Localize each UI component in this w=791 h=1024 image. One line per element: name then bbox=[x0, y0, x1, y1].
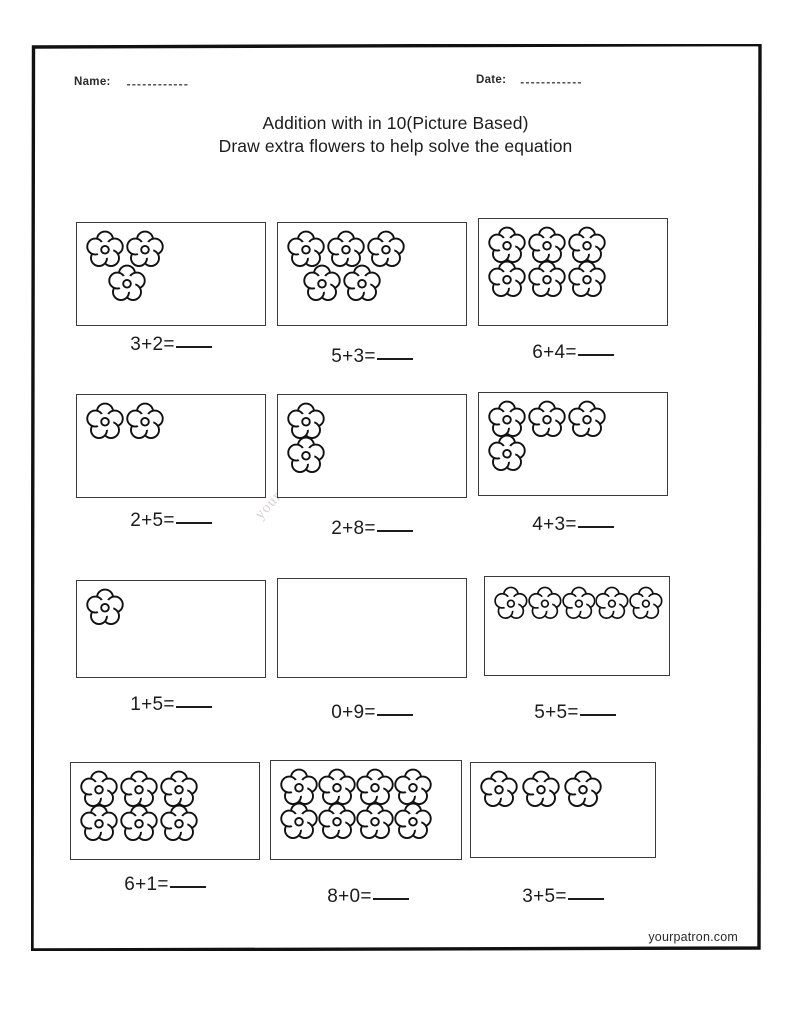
page-title: Addition with in 10(Picture Based) bbox=[262, 113, 529, 133]
flower-row bbox=[287, 402, 460, 440]
answer-blank[interactable] bbox=[568, 898, 604, 900]
equation-label bbox=[267, 702, 477, 724]
answer-blank[interactable] bbox=[373, 898, 409, 900]
picture-box[interactable] bbox=[277, 578, 467, 678]
flower-icon bbox=[595, 584, 629, 622]
flower-icon bbox=[629, 584, 663, 622]
answer-blank[interactable] bbox=[176, 522, 212, 524]
flower-icon bbox=[564, 770, 602, 808]
flower-icon bbox=[160, 804, 198, 842]
flower-icon bbox=[356, 768, 394, 806]
flower-icon bbox=[280, 802, 318, 840]
equation-label bbox=[66, 510, 276, 532]
flower-cluster bbox=[287, 402, 460, 493]
name-input-blank[interactable]: ------------ bbox=[126, 77, 190, 91]
answer-blank[interactable] bbox=[580, 714, 616, 716]
picture-box[interactable] bbox=[470, 762, 656, 858]
flower-row bbox=[86, 402, 259, 440]
flower-cluster bbox=[80, 770, 253, 855]
flower-row bbox=[494, 584, 663, 622]
flower-icon bbox=[528, 226, 566, 264]
footer-credit: yourpatron.com bbox=[648, 930, 738, 944]
flower-cluster bbox=[488, 226, 661, 321]
picture-box[interactable] bbox=[70, 762, 260, 860]
flower-row bbox=[287, 436, 460, 474]
flower-row bbox=[86, 588, 259, 626]
flower-icon bbox=[126, 402, 164, 440]
answer-blank[interactable] bbox=[176, 706, 212, 708]
flower-icon bbox=[287, 402, 325, 440]
flower-row bbox=[303, 264, 460, 302]
picture-box[interactable] bbox=[270, 760, 462, 860]
flower-icon bbox=[488, 260, 526, 298]
flower-cluster bbox=[86, 588, 259, 673]
flower-row bbox=[488, 400, 661, 438]
flower-icon bbox=[562, 584, 596, 622]
equation-text: 2+5= bbox=[130, 510, 175, 531]
answer-blank[interactable] bbox=[578, 354, 614, 356]
flower-icon bbox=[528, 400, 566, 438]
equation-label bbox=[460, 886, 666, 908]
flower-icon bbox=[494, 584, 528, 622]
name-label: Name: bbox=[74, 76, 111, 88]
flower-icon bbox=[488, 400, 526, 438]
flower-row bbox=[488, 260, 661, 298]
flower-cluster bbox=[488, 400, 661, 491]
flower-icon bbox=[488, 226, 526, 264]
equation-text: 3+2= bbox=[130, 334, 175, 355]
flower-icon bbox=[522, 770, 560, 808]
equation-text: 0+9= bbox=[331, 702, 376, 723]
flower-icon bbox=[568, 226, 606, 264]
flower-icon bbox=[108, 264, 146, 302]
flower-icon bbox=[367, 230, 405, 268]
equation-label bbox=[66, 694, 276, 716]
picture-box[interactable] bbox=[478, 218, 668, 326]
flower-icon bbox=[394, 768, 432, 806]
answer-blank[interactable] bbox=[377, 530, 413, 532]
flower-icon bbox=[287, 230, 325, 268]
date-input-blank[interactable]: ------------ bbox=[520, 75, 583, 89]
equation-label bbox=[267, 346, 477, 368]
flower-icon bbox=[568, 400, 606, 438]
equation-text: 6+4= bbox=[532, 342, 577, 363]
equation-text: 1+5= bbox=[130, 694, 175, 715]
flower-icon bbox=[80, 770, 118, 808]
flower-cluster bbox=[494, 584, 663, 671]
flower-icon bbox=[86, 230, 124, 268]
flower-icon bbox=[318, 768, 356, 806]
equation-text: 4+3= bbox=[532, 514, 577, 535]
answer-blank[interactable] bbox=[377, 358, 413, 360]
flower-row bbox=[280, 802, 455, 840]
answer-blank[interactable] bbox=[170, 886, 206, 888]
page-subtitle: Draw extra flowers to help solve the equation bbox=[218, 136, 573, 156]
answer-blank[interactable] bbox=[377, 714, 413, 716]
equation-text: 6+1= bbox=[124, 874, 169, 895]
flower-icon bbox=[80, 804, 118, 842]
flower-row bbox=[80, 804, 253, 842]
flower-row bbox=[480, 770, 649, 808]
flower-cluster bbox=[287, 230, 460, 321]
flower-icon bbox=[160, 770, 198, 808]
equation-text: 5+3= bbox=[331, 346, 376, 367]
flower-row bbox=[280, 768, 455, 806]
picture-box[interactable] bbox=[76, 394, 266, 498]
picture-box[interactable] bbox=[277, 394, 467, 498]
equation-label bbox=[468, 342, 678, 364]
flower-row bbox=[108, 264, 259, 302]
flower-cluster bbox=[86, 230, 259, 321]
equation-text: 2+8= bbox=[331, 518, 376, 539]
flower-icon bbox=[86, 402, 124, 440]
equation-text: 5+5= bbox=[534, 702, 579, 723]
picture-box[interactable] bbox=[277, 222, 467, 326]
flower-icon bbox=[356, 802, 394, 840]
flower-icon bbox=[394, 802, 432, 840]
flower-cluster bbox=[480, 770, 649, 853]
equation-label bbox=[60, 874, 270, 896]
answer-blank[interactable] bbox=[176, 346, 212, 348]
flower-row bbox=[488, 226, 661, 264]
flower-row bbox=[287, 230, 460, 268]
date-label: Date: bbox=[476, 74, 507, 86]
flower-cluster bbox=[86, 402, 259, 493]
flower-icon bbox=[280, 768, 318, 806]
equation-label bbox=[267, 518, 477, 540]
flower-row bbox=[80, 770, 253, 808]
equation-label bbox=[472, 702, 678, 724]
picture-box[interactable] bbox=[76, 580, 266, 678]
flower-icon bbox=[528, 584, 562, 622]
answer-blank[interactable] bbox=[578, 526, 614, 528]
flower-icon bbox=[568, 260, 606, 298]
flower-icon bbox=[303, 264, 341, 302]
flower-icon bbox=[528, 260, 566, 298]
flower-icon bbox=[488, 434, 526, 472]
flower-icon bbox=[480, 770, 518, 808]
flower-cluster bbox=[287, 586, 460, 673]
flower-icon bbox=[86, 588, 124, 626]
picture-box[interactable] bbox=[76, 222, 266, 326]
flower-row bbox=[488, 434, 661, 472]
flower-icon bbox=[120, 804, 158, 842]
flower-row bbox=[86, 230, 259, 268]
equation-text: 8+0= bbox=[327, 886, 372, 907]
flower-icon bbox=[126, 230, 164, 268]
flower-icon bbox=[120, 770, 158, 808]
flower-icon bbox=[318, 802, 356, 840]
equation-text: 3+5= bbox=[522, 886, 567, 907]
equation-label bbox=[468, 514, 678, 536]
flower-icon bbox=[327, 230, 365, 268]
equation-label bbox=[262, 886, 474, 908]
picture-box[interactable] bbox=[478, 392, 668, 496]
flower-icon bbox=[343, 264, 381, 302]
picture-box[interactable] bbox=[484, 576, 670, 676]
flower-cluster bbox=[280, 768, 455, 855]
equation-label bbox=[66, 334, 276, 356]
flower-icon bbox=[287, 436, 325, 474]
